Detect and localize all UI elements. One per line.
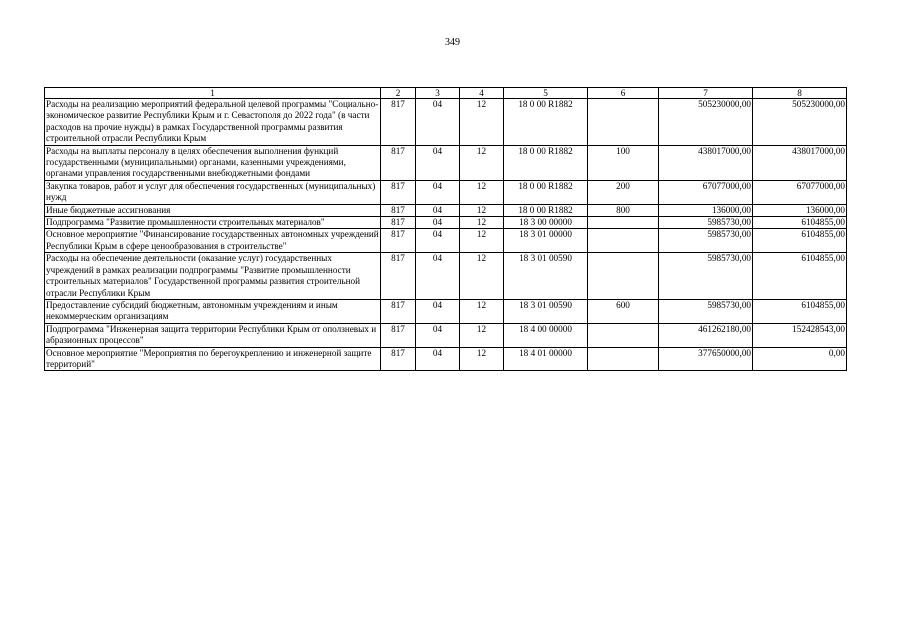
- row-amount-col8: 6104855,00: [753, 229, 847, 253]
- row-amount-col8: 6104855,00: [753, 217, 847, 229]
- row-target-article: 18 3 01 00590: [504, 299, 588, 323]
- row-section-code: 04: [416, 99, 460, 146]
- row-description: Подпрограмма "Инженерная защита территории Республики Крым от оползневых и абразионных процессов": [45, 323, 381, 347]
- table-row: [45, 204, 847, 216]
- row-section-code: 04: [416, 217, 460, 229]
- row-subsection-code: 12: [460, 145, 504, 180]
- header-cell-1: 1: [45, 88, 381, 99]
- row-amount-col7: 438017000,00: [659, 145, 753, 180]
- row-amount-col8: 6104855,00: [753, 299, 847, 323]
- header-row: [45, 88, 847, 99]
- row-subsection-code: 12: [460, 347, 504, 371]
- page-number: 349: [445, 37, 460, 48]
- row-amount-col7: 461262180,00: [659, 323, 753, 347]
- row-section-code: 04: [416, 229, 460, 253]
- row-description: Расходы на реализацию мероприятий федеральной целевой программы "Социально-экономическое развитие Республики Крым и г. Севастополя до 2022 года" (в части расходов на прочие нужды) в рамках Государственной программы развития строительной отрасли Республики Крым: [45, 99, 381, 146]
- row-amount-col7: 5985730,00: [659, 299, 753, 323]
- table-row: [45, 299, 847, 323]
- row-description: Предоставление субсидий бюджетным, автономным учреждениям и иным некоммерческим организациям: [45, 299, 381, 323]
- row-section-code: 04: [416, 204, 460, 216]
- row-target-article: 18 0 00 R1882: [504, 180, 588, 204]
- row-amount-col8: 67077000,00: [753, 180, 847, 204]
- table-row: [45, 145, 847, 180]
- table-row: [45, 229, 847, 253]
- row-subsection-code: 12: [460, 253, 504, 300]
- row-subsection-code: 12: [460, 299, 504, 323]
- row-amount-col8: 0,00: [753, 347, 847, 371]
- table-row: [45, 347, 847, 371]
- row-target-article: 18 3 01 00000: [504, 229, 588, 253]
- row-amount-col8: 6104855,00: [753, 253, 847, 300]
- row-subsection-code: 12: [460, 180, 504, 204]
- header-cell-7: 7: [659, 88, 753, 99]
- row-ministry-code: 817: [381, 323, 416, 347]
- row-expense-type: [588, 253, 659, 300]
- header-cell-5: 5: [504, 88, 588, 99]
- row-amount-col8: 505230000,00: [753, 99, 847, 146]
- row-amount-col7: 136000,00: [659, 204, 753, 216]
- row-ministry-code: 817: [381, 204, 416, 216]
- row-section-code: 04: [416, 180, 460, 204]
- row-ministry-code: 817: [381, 299, 416, 323]
- row-description: Иные бюджетные ассигнования: [45, 204, 381, 216]
- row-amount-col7: 5985730,00: [659, 253, 753, 300]
- row-target-article: 18 0 00 R1882: [504, 204, 588, 216]
- table-row: [45, 180, 847, 204]
- table-row: [45, 253, 847, 300]
- row-amount-col7: 505230000,00: [659, 99, 753, 146]
- row-amount-col7: 5985730,00: [659, 217, 753, 229]
- row-section-code: 04: [416, 323, 460, 347]
- row-subsection-code: 12: [460, 229, 504, 253]
- row-expense-type: 600: [588, 299, 659, 323]
- row-target-article: 18 4 01 00000: [504, 347, 588, 371]
- header-cell-2: 2: [381, 88, 416, 99]
- header-cell-4: 4: [460, 88, 504, 99]
- row-amount-col7: 67077000,00: [659, 180, 753, 204]
- row-amount-col7: 5985730,00: [659, 229, 753, 253]
- table-row: [45, 217, 847, 229]
- row-target-article: 18 0 00 R1882: [504, 99, 588, 146]
- row-expense-type: [588, 347, 659, 371]
- row-subsection-code: 12: [460, 99, 504, 146]
- row-description: Закупка товаров, работ и услуг для обеспечения государственных (муниципальных) нужд: [45, 180, 381, 204]
- row-ministry-code: 817: [381, 180, 416, 204]
- row-ministry-code: 817: [381, 99, 416, 146]
- row-ministry-code: 817: [381, 217, 416, 229]
- row-section-code: 04: [416, 347, 460, 371]
- row-target-article: 18 0 00 R1882: [504, 145, 588, 180]
- row-expense-type: [588, 217, 659, 229]
- row-expense-type: [588, 323, 659, 347]
- budget-table: [44, 87, 847, 371]
- row-amount-col7: 377650000,00: [659, 347, 753, 371]
- row-amount-col8: 152428543,00: [753, 323, 847, 347]
- row-target-article: 18 4 00 00000: [504, 323, 588, 347]
- row-section-code: 04: [416, 299, 460, 323]
- row-section-code: 04: [416, 253, 460, 300]
- row-expense-type: 100: [588, 145, 659, 180]
- row-ministry-code: 817: [381, 229, 416, 253]
- row-ministry-code: 817: [381, 347, 416, 371]
- row-expense-type: [588, 99, 659, 146]
- table-row: [45, 323, 847, 347]
- header-cell-8: 8: [753, 88, 847, 99]
- row-section-code: 04: [416, 145, 460, 180]
- row-ministry-code: 817: [381, 253, 416, 300]
- row-description: Подпрограмма "Развитие промышленности строительных материалов": [45, 217, 381, 229]
- row-description: Расходы на обеспечение деятельности (оказание услуг) государственных учреждений в рамках реализации подпрограммы "Развитие промышленности строительных материалов" Государственной программы развития строительной отрасли Республики Крым: [45, 253, 381, 300]
- row-expense-type: 200: [588, 180, 659, 204]
- row-target-article: 18 3 01 00590: [504, 253, 588, 300]
- row-subsection-code: 12: [460, 323, 504, 347]
- row-target-article: 18 3 00 00000: [504, 217, 588, 229]
- row-description: Расходы на выплаты персоналу в целях обеспечения выполнения функций государственными (муниципальными) органами, казенными учреждениями, органами управления государственными внебюджетными фондами: [45, 145, 381, 180]
- row-subsection-code: 12: [460, 204, 504, 216]
- row-expense-type: [588, 229, 659, 253]
- row-description: Основное мероприятие "Финансирование государственных автономных учреждений Республики Крым в сфере ценообразования в строительстве": [46, 229, 379, 251]
- header-cell-6: 6: [588, 88, 659, 99]
- row-description: Основное мероприятие "Мероприятия по берегоукреплению и инженерной защите территорий": [45, 347, 381, 371]
- row-amount-col8: 136000,00: [753, 204, 847, 216]
- header-cell-3: 3: [416, 88, 460, 99]
- row-expense-type: 800: [588, 204, 659, 216]
- table-row: [45, 99, 847, 146]
- row-ministry-code: 817: [381, 145, 416, 180]
- row-subsection-code: 12: [460, 217, 504, 229]
- row-amount-col8: 438017000,00: [753, 145, 847, 180]
